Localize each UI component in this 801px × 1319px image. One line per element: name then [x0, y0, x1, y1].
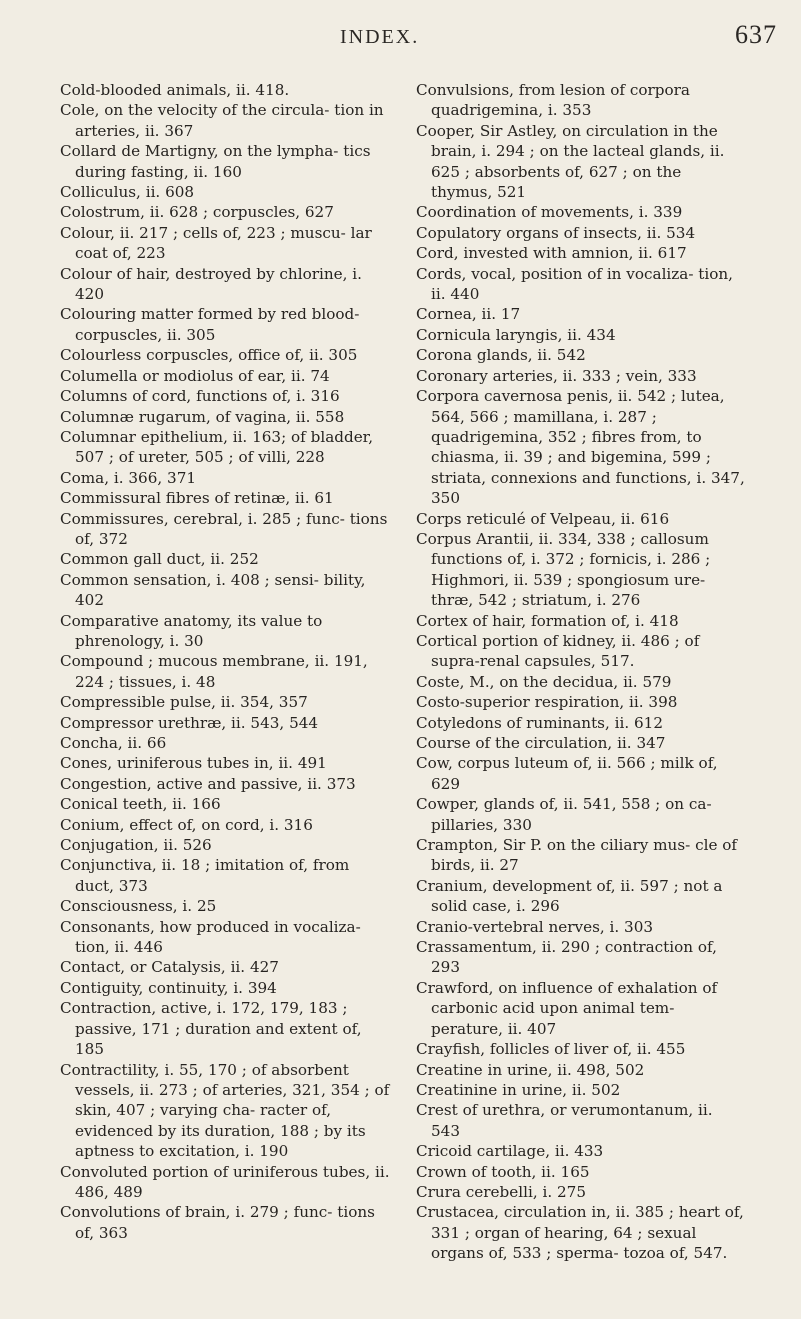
index-entry: Cow, corpus luteum of, ii. 566 ; milk of, 629	[416, 754, 718, 793]
index-entry: Crown of tooth, ii. 165	[416, 1162, 590, 1181]
index-entry: Coma, i. 366, 371	[60, 468, 197, 487]
index-entry: Copulatory organs of insects, ii. 534	[416, 223, 696, 242]
index-entry: Contractility, i. 55, 170 ; of absorbent vessels, ii. 273 ; of arteries, 321, 354 ; of skin, 407 ; varying cha- racter of, evidenced by its duration, 188 ; by its aptness to excitation, i. 190	[60, 1060, 390, 1161]
index-entry: Colliculus, ii. 608	[60, 183, 195, 202]
index-entry: Cricoid cartilage, ii. 433	[416, 1142, 604, 1161]
index-entry: Convolutions of brain, i. 279 ; func- tions of, 363	[60, 1203, 375, 1242]
index-entry: Course of the circulation, ii. 347	[416, 734, 666, 752]
index-entry: Conium, effect of, on cord, i. 316	[60, 815, 313, 834]
index-entry: Crampton, Sir P. on the ciliary mus- cle of birds, ii. 27	[416, 836, 738, 875]
index-entry: Colour of hair, destroyed by chlorine, i. 420	[60, 264, 362, 304]
page-title: INDEX.	[340, 26, 420, 48]
index-entry: Contiguity, continuity, i. 394	[60, 978, 277, 997]
index-entry: Compound ; mucous membrane, ii. 191, 224 ; tissues, i. 48	[60, 652, 368, 691]
index-entry: Common sensation, i. 408 ; sensi- bility, 402	[60, 570, 366, 610]
index-entry: Crassamentum, ii. 290 ; contraction of, 293	[416, 938, 717, 977]
index-entry: Compressor urethræ, ii. 543, 544	[60, 713, 319, 732]
index-entry: Colour, ii. 217 ; cells of, 223 ; muscu- lar coat of, 223	[60, 223, 372, 263]
index-entry: Collard de Martigny, on the lympha- tics during fasting, ii. 160	[60, 142, 371, 181]
index-entry: Cranio-vertebral nerves, i. 303	[416, 917, 654, 936]
index-entry: Corpora cavernosa penis, ii. 542 ; lutea, 564, 566 ; mamillana, i. 287 ; quadrigemina, 352 ; fibres from, to chiasma, ii. 39 ; and bigemina, 599 ; striata, connexions and functions, i. 347, 350	[416, 387, 745, 508]
index-entry: Coronary arteries, ii. 333 ; vein, 333	[416, 366, 697, 385]
index-entry: Commissural fibres of retinæ, ii. 61	[60, 489, 334, 508]
index-entry: Concha, ii. 66	[60, 734, 167, 752]
index-entry: Colouring matter formed by red blood-corpuscles, ii. 305	[60, 305, 360, 344]
index-entry: Cornea, ii. 17	[416, 305, 521, 324]
index-entry: Cotyledons of ruminants, ii. 612	[416, 713, 663, 732]
index-entry: Coordination of movements, i. 339	[416, 203, 683, 222]
index-entry: Cold-blooded animals, ii. 418.	[60, 81, 290, 99]
index-entry: Cortex of hair, formation of, i. 418	[416, 611, 679, 630]
index-entry: Contact, or Catalysis, ii. 427	[60, 958, 279, 977]
index-entry: Crest of urethra, or verumontanum, ii. 543	[416, 1101, 713, 1140]
index-entry: Columnar epithelium, ii. 163; of bladder, 507 ; of ureter, 505 ; of villi, 228	[60, 427, 374, 467]
page-number: 637	[735, 20, 777, 49]
index-entry: Creatinine in urine, ii. 502	[416, 1080, 621, 1099]
index-entry: Congestion, active and passive, ii. 373	[60, 774, 356, 793]
index-entry: Colostrum, ii. 628 ; corpuscles, 627	[60, 203, 334, 222]
index-entry: Crustacea, circulation in, ii. 385 ; heart of, 331 ; organ of hearing, 64 ; sexual organs of, 533 ; sperma- tozoa of, 547.	[416, 1203, 744, 1263]
index-entry: Cooper, Sir Astley, on circulation in the brain, i. 294 ; on the lacteal glands, ii. 625 ; absorbents of, 627 ; on the thymus, 521	[416, 121, 725, 202]
index-entry: Conjugation, ii. 526	[60, 836, 212, 855]
index-entry: Conjunctiva, ii. 18 ; imitation of, from duct, 373	[60, 856, 350, 895]
index-entry: Corps reticulé of Velpeau, ii. 616	[416, 509, 670, 528]
page-header	[0, 20, 801, 60]
index-entry: Cranium, development of, ii. 597 ; not a solid case, i. 296	[416, 876, 723, 916]
index-entry: Cornicula laryngis, ii. 434	[416, 325, 616, 344]
index-entry: Colourless corpuscles, office of, ii. 305	[60, 346, 358, 365]
index-entry: Coste, M., on the decidua, ii. 579	[416, 672, 672, 691]
index-entry: Cones, uriniferous tubes in, ii. 491	[60, 754, 327, 773]
index-entry: Crayfish, follicles of liver of, ii. 455	[416, 1040, 686, 1059]
index-entry: Columella or modiolus of ear, ii. 74	[60, 366, 330, 385]
index-entry: Cords, vocal, position of in vocaliza- tion, ii. 440	[416, 264, 734, 304]
index-entry: Cord, invested with amnion, ii. 617	[416, 244, 687, 263]
index-entry: Columnæ rugarum, of vagina, ii. 558	[60, 407, 345, 426]
index-entry: Columns of cord, functions of, i. 316	[60, 387, 340, 406]
index-entry: Compressible pulse, ii. 354, 357	[60, 693, 308, 712]
index-entry: Convoluted portion of uriniferous tubes, ii. 486, 489	[60, 1162, 390, 1201]
index-entry: Contraction, active, i. 172, 179, 183 ; passive, 171 ; duration and extent of, 185	[60, 999, 362, 1059]
right-index-column	[416, 80, 746, 1264]
index-entry: Convulsions, from lesion of corpora quadrigemina, i. 353	[416, 81, 690, 120]
index-entry: Comparative anatomy, its value to phrenology, i. 30	[60, 611, 323, 650]
index-entry: Commissures, cerebral, i. 285 ; func- tions of, 372	[60, 509, 388, 548]
index-entry: Common gall duct, ii. 252	[60, 550, 259, 569]
index-entry: Crura cerebelli, i. 275	[416, 1182, 586, 1201]
index-entry: Corpus Arantii, ii. 334, 338 ; callosum functions of, i. 372 ; fornicis, i. 286 ; Highmori, ii. 539 ; spongiosum ure- thræ, 542 ; striatum, i. 276	[416, 529, 711, 610]
left-index-column	[60, 80, 390, 1243]
index-entry: Creatine in urine, ii. 498, 502	[416, 1060, 645, 1079]
index-entry: Cortical portion of kidney, ii. 486 ; of supra-renal capsules, 517.	[416, 631, 700, 671]
index-entry: Cowper, glands of, ii. 541, 558 ; on ca- pillaries, 330	[416, 795, 712, 834]
index-entry: Conical teeth, ii. 166	[60, 795, 221, 814]
index-entry: Crawford, on influence of exhalation of carbonic acid upon animal tem- perature, ii. 407	[416, 978, 718, 1038]
index-entry: Costo-superior respiration, ii. 398	[416, 693, 678, 712]
index-entry: Cole, on the velocity of the circula- tion in arteries, ii. 367	[60, 101, 384, 140]
index-entry: Consciousness, i. 25	[60, 897, 217, 916]
index-entry: Consonants, how produced in vocaliza- tion, ii. 446	[60, 917, 361, 957]
index-entry: Corona glands, ii. 542	[416, 346, 586, 365]
